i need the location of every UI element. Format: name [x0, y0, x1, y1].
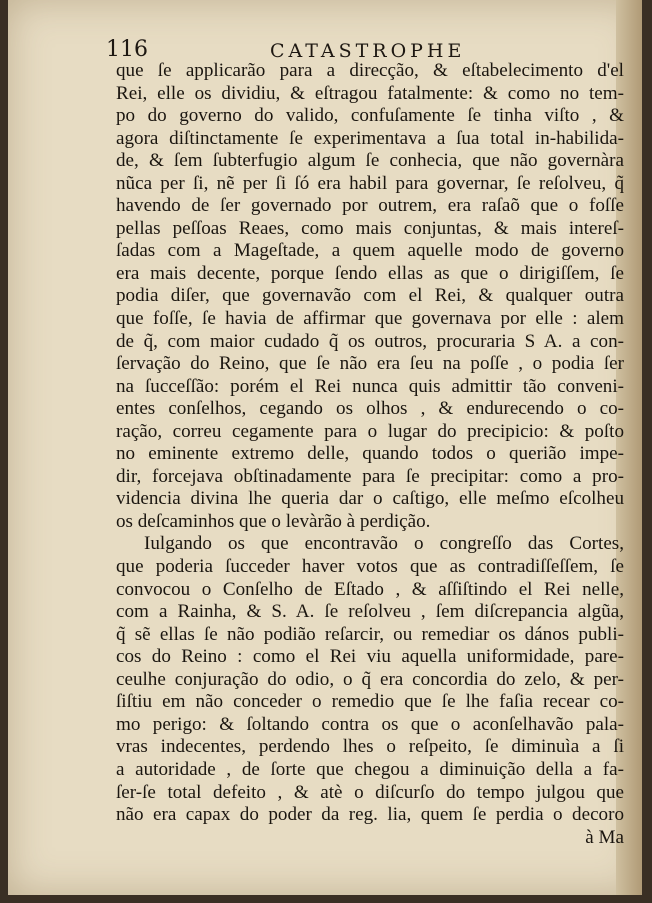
paragraph-start-line: Iulgando os que encontravão o congreſſo das Cortes, — [144, 533, 624, 555]
text-line: ſadas com a Mageſtade, a quem aquelle modo de governo — [116, 240, 624, 262]
text-line: era mais decente, porque ſendo ellas as que o dirigiſſem, ſe — [116, 262, 624, 284]
text-line: ſer-ſe total defeito , & atè o diſcurſo do tempo julgou que — [116, 781, 624, 803]
text-line: que poderia ſucceder haver votos que as contradiſſeſſem, ſe — [116, 556, 624, 578]
text-line: havendo de ſer governado por outrem, era raſaõ que o foſſe — [116, 195, 624, 217]
text-line: pellas peſſoas Reaes, como mais conjuntas, & mais intereſ- — [116, 217, 624, 239]
text-line: ração, correu cegamente para o lugar do precipicio: & poſto — [116, 420, 624, 442]
text-line: mo perigo: & ſoltando contra os que o aconſelhavão pala- — [116, 713, 624, 735]
text-line: dir, forcejava obſtinadamente para ſe precipitar: como a pro- — [116, 465, 624, 487]
text-line: ſervação do Reino, que ſe não era ſeu na poſſe , o podia ſer — [116, 353, 624, 375]
text-line: no eminente extremo delle, quando todos o querião impe- — [116, 443, 624, 465]
text-line: convocou o Conſelho de Eſtado , & aſſiſtindo el Rei nelle, — [116, 578, 624, 600]
text-line: Rei, elle os dividiu, & eſtragou fatalmente: & como no tem- — [116, 82, 624, 104]
text-line: q̃ sẽ ellas ſe não podião reſarcir, ou remediar os dános publi- — [116, 623, 624, 645]
catchword: à Ma — [585, 826, 624, 848]
text-line: que foſſe, ſe havia de affirmar que governava por elle : alem — [116, 308, 624, 330]
text-line: podia diſer, que governavão com el Rei, & qualquer outra — [116, 285, 624, 307]
text-line: nũca per ſi, nẽ per ſi ſó era habil para governar, ſe reſolveu, q̃ — [116, 172, 624, 194]
text-line: cos do Reino : como el Rei viu aquella uniformidade, pare- — [116, 646, 624, 668]
text-line: po do governo do valido, confuſamente ſe tinha viſto , & — [116, 105, 624, 127]
text-line: entes conſelhos, cegando os olhos , & endurecendo o co- — [116, 398, 624, 420]
text-line: ſiſtiu em não conceder o remedio que ſe lhe faſia recear co- — [116, 691, 624, 713]
paragraph-end-line: os deſcaminhos que o levàrão à perdição. — [116, 510, 431, 532]
running-title: CATASTROPHE — [270, 40, 466, 62]
text-line: ceulhe conjuração do odio, o q̃ era concordia do zelo, & per- — [116, 668, 624, 690]
text-line: vras indecentes, perdendo lhes o reſpeito, ſe diminuìa a ſi — [116, 736, 624, 758]
body-text — [116, 60, 624, 849]
text-line: não era capax do poder da reg. lia, quem ſe perdia o decoro — [116, 804, 624, 826]
book-page — [8, 0, 642, 895]
text-line: de q̃, com maior cudado q̃ os outros, procuraria S A. a con- — [116, 330, 624, 352]
text-line: com a Rainha, & S. A. ſe reſolveu , ſem diſcrepancia algũa, — [116, 601, 624, 623]
text-line: na ſucceſſão: porém el Rei nunca quis admittir tão conveni- — [116, 375, 624, 397]
text-line: que ſe applicarão para a direcção, & eſtabelecimento d'el — [116, 60, 624, 81]
text-line: a autoridade , de ſorte que chegou a diminuição della a fa- — [116, 758, 624, 780]
text-line: videncia divina lhe queria dar o caſtigo, elle meſmo eſcolheu — [116, 488, 624, 510]
text-line: agora diſtinctamente ſe experimentava a ſua total in-habilida- — [116, 127, 624, 149]
text-line: de, & ſem ſubterfugio algum ſe conhecia, que não governàra — [116, 150, 624, 172]
page-number: 116 — [106, 37, 148, 62]
